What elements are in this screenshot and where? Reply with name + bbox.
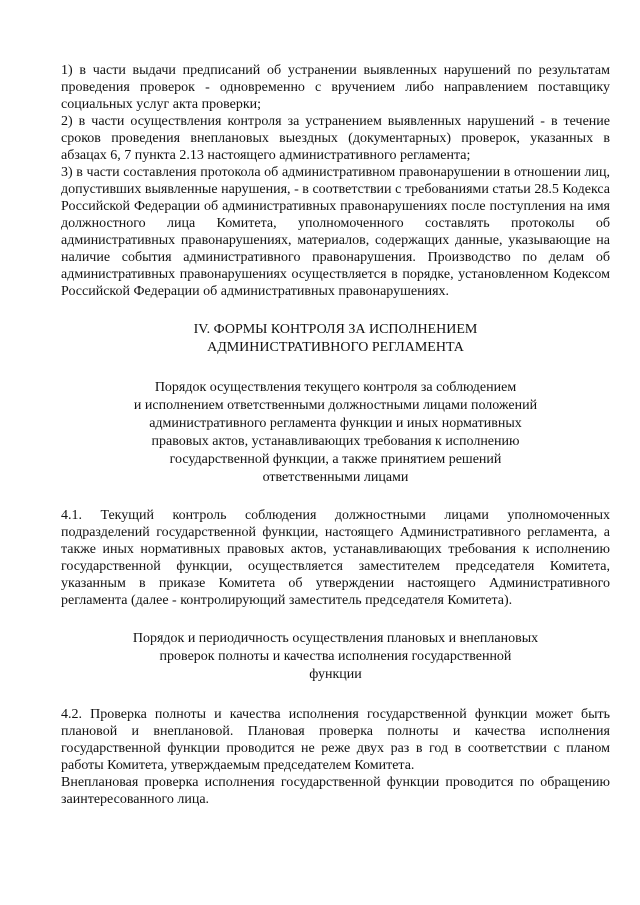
subheading-current-control bbox=[61, 379, 610, 487]
subheading-line: административного регламента функции и иных нормативных bbox=[149, 416, 522, 431]
subheading-line: проверок полноты и качества исполнения государственной bbox=[159, 649, 512, 664]
section-title-line: IV. ФОРМЫ КОНТРОЛЯ ЗА ИСПОЛНЕНИЕМ bbox=[193, 322, 478, 337]
subheading-line: Порядок и периодичность осуществления плановых и внеплановых bbox=[132, 631, 539, 646]
paragraph-item-2: 2) в части осуществления контроля за устранением выявленных нарушений - в течение сроков проведения внеплановых выездных (документарных) проверок, указанных в абзацах 6, 7 пункта 2.13 настоящего административного регламента; bbox=[61, 114, 610, 163]
section-title bbox=[61, 321, 610, 357]
paragraph-item-3: 3) в части составления протокола об административном правонарушении в отношении лиц, допустивших выявленные нарушения, - в соответствии с требованиями статьи 28.5 Кодекса Российской Федерации об административных правонарушениях после поступления на имя должностного лица Комитета, уполномоченного составлять протоколы об административных правонарушениях, материалов, содержащих данные, указывающие на наличие события административного правонарушения. Производство по делам об административных правонарушениях осуществляется в порядке, установленном Кодексом Российской Федерации об административных правонарушениях. bbox=[61, 165, 610, 299]
subheading-line: государственной функции, а также принятием решений bbox=[169, 452, 502, 467]
paragraph-4-2: 4.2. Проверка полноты и качества исполнения государственной функции может быть плановой и внеплановой. Плановая проверка полноты и качества исполнения государственной функции проводится не реже двух раз в год в соответствии с планом работы Комитета, утверждаемым председателем Комитета. bbox=[61, 707, 610, 773]
subheading-line: Порядок осуществления текущего контроля за соблюдением bbox=[154, 380, 517, 395]
paragraph-unscheduled-inspection: Внеплановая проверка исполнения государственной функции проводится по обращению заинтересованного лица. bbox=[61, 775, 610, 807]
subheading-line: правовых актов, устанавливающих требования к исполнению bbox=[151, 434, 520, 449]
subheading-line: функции bbox=[309, 667, 362, 682]
paragraph-item-1: 1) в части выдачи предписаний об устранении выявленных нарушений по результатам проведения проверок - одновременно с вручением либо направлением поставщику социальных услуг акта проверки; bbox=[61, 63, 610, 112]
paragraph-4-1: 4.1. Текущий контроль соблюдения должностными лицами уполномоченных подразделений государственной функции, настоящего Административного регламента, а также иных нормативных правовых актов, устанавливающих требования к исполнению государственной функции, осуществляется заместителем председателя Комитета, указанным в приказе Комитета об утверждении настоящего Административного регламента (далее - контролирующий заместитель председателя Комитета). bbox=[61, 508, 610, 608]
subheading-line: и исполнением ответственными должностными лицами положений bbox=[133, 398, 538, 413]
section-title-line: АДМИНИСТРАТИВНОГО РЕГЛАМЕНТА bbox=[207, 340, 464, 355]
subheading-line: ответственными лицами bbox=[262, 470, 409, 485]
subheading-inspections bbox=[61, 630, 610, 684]
